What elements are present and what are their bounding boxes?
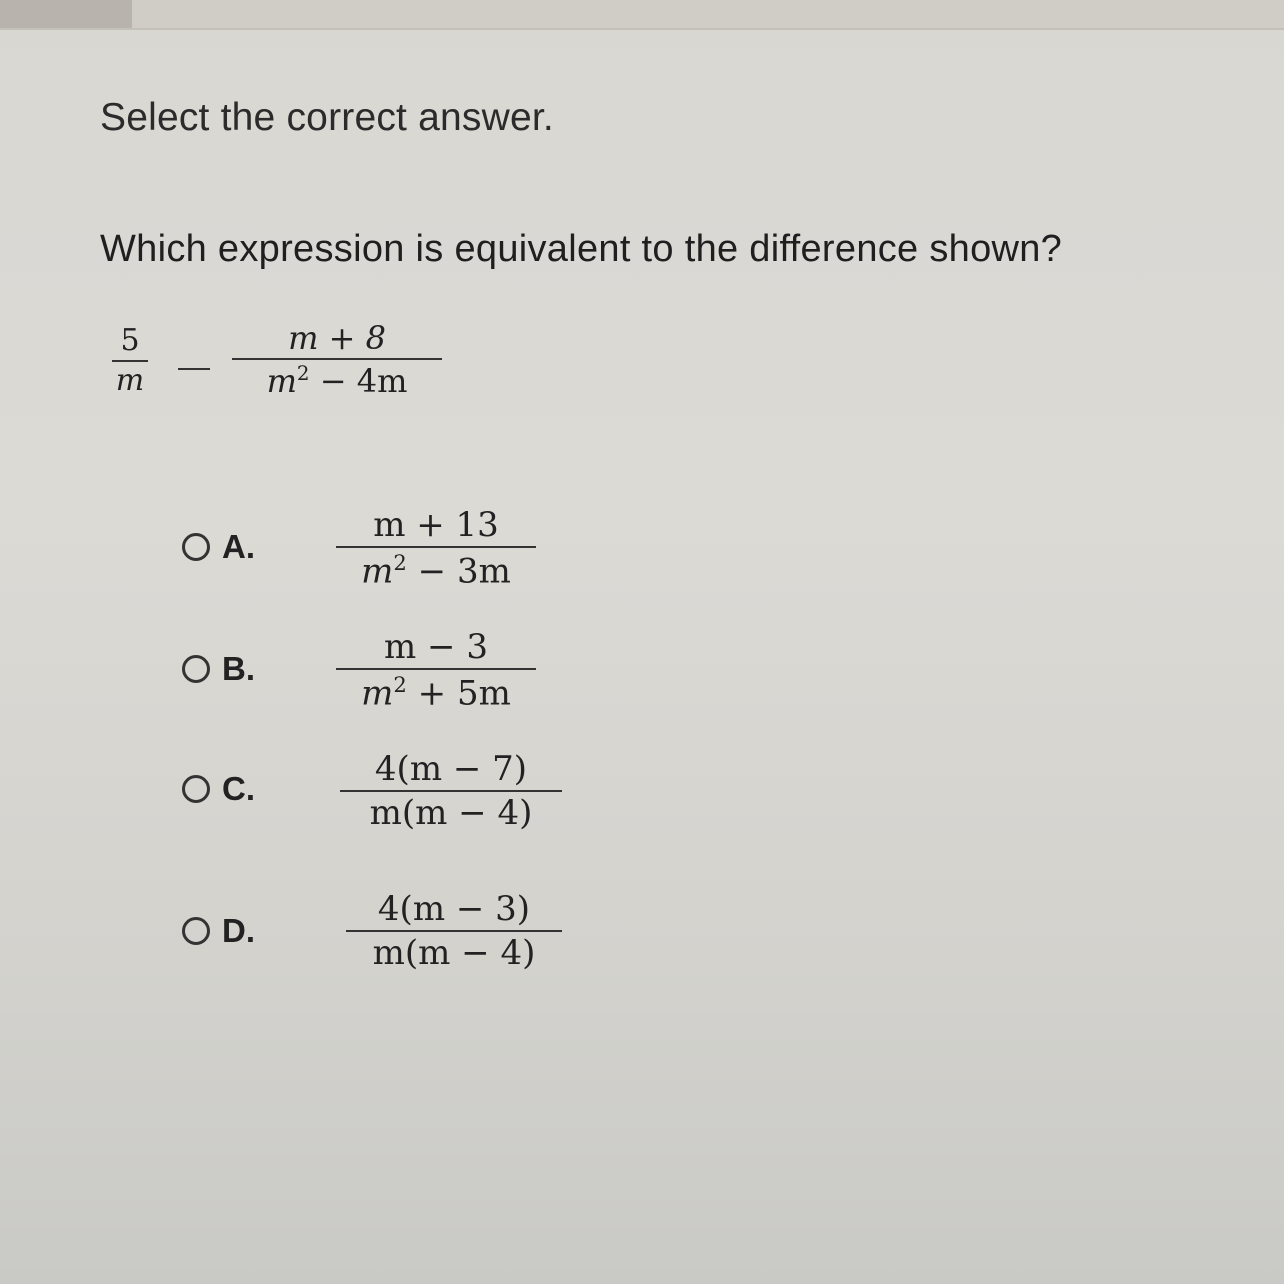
instruction-text: Select the correct answer.	[100, 96, 554, 139]
minus-operator	[178, 368, 210, 370]
choice-d-numerator: 4(m − 3)	[377, 889, 531, 929]
question-text: Which expression is equivalent to the difference shown?	[100, 228, 1063, 270]
term2-numerator: m + 8	[288, 319, 386, 357]
choice-a-numerator: m + 13	[373, 505, 499, 545]
radio-c[interactable]	[182, 775, 210, 803]
choice-d-bar	[346, 930, 562, 932]
choice-c-bar	[340, 790, 562, 792]
problem-term1	[112, 323, 148, 398]
choice-b-letter: B.	[222, 650, 255, 687]
term1-fraction-bar	[112, 360, 148, 362]
choice-a[interactable]	[182, 528, 255, 566]
choice-a-fraction	[336, 505, 536, 592]
choice-b-bar	[336, 668, 536, 670]
choice-c-letter: C.	[222, 770, 255, 807]
choice-d[interactable]	[182, 912, 255, 950]
choice-c-numerator: 4(m − 7)	[374, 749, 528, 789]
problem-term2	[232, 319, 442, 400]
choice-c-denominator: m(m − 4)	[369, 793, 533, 833]
header-tab	[0, 0, 132, 28]
radio-b[interactable]	[182, 655, 210, 683]
radio-d[interactable]	[182, 917, 210, 945]
choice-d-denominator: m(m − 4)	[372, 933, 536, 973]
choice-c[interactable]	[182, 770, 255, 808]
choice-b[interactable]	[182, 650, 255, 688]
term1-denominator: m	[115, 363, 145, 398]
choice-a-letter: A.	[222, 528, 255, 565]
term1-numerator: 5	[120, 323, 140, 358]
choice-a-bar	[336, 546, 536, 548]
radio-a[interactable]	[182, 533, 210, 561]
choice-d-fraction	[346, 889, 562, 973]
choice-c-fraction	[340, 749, 562, 833]
term2-fraction-bar	[232, 358, 442, 360]
choice-b-numerator: m − 3	[384, 627, 488, 667]
choice-a-denominator: $m^2 - 3m$	[361, 550, 511, 592]
choice-b-fraction	[336, 627, 536, 714]
choice-b-denominator: $m^2 + 5m$	[361, 672, 511, 714]
choice-d-letter: D.	[222, 912, 255, 949]
term2-denominator: $m^2 - 4m$	[266, 361, 408, 400]
top-bar	[0, 0, 1284, 30]
